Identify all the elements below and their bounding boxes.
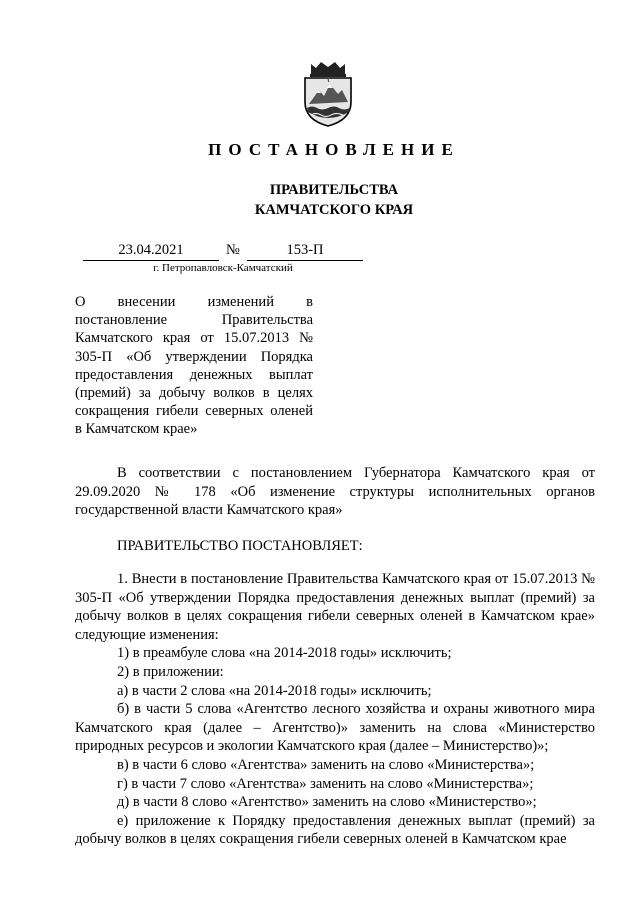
authority-line-2: КАМЧАТСКОГО КРАЯ bbox=[254, 202, 414, 218]
preamble bbox=[75, 464, 595, 520]
resolves-heading: ПРАВИТЕЛЬСТВО ПОСТАНОВЛЯЕТ: bbox=[117, 538, 363, 554]
document-date: 23.04.2021 bbox=[83, 242, 219, 261]
list-item: 2) в приложении: bbox=[117, 663, 224, 680]
coat-of-arms-icon bbox=[301, 60, 355, 128]
number-sign: № bbox=[226, 242, 240, 258]
list-item: а) в части 2 слова «на 2014-2018 годы» исключить; bbox=[117, 682, 432, 699]
list-item: 1) в преамбуле слова «на 2014-2018 годы» исключить; bbox=[117, 645, 452, 662]
list-item: д) в части 8 слово «Агентство» заменить на слово «Министерство»; bbox=[117, 794, 537, 811]
document-type-title: ПОСТАНОВЛЕНИЕ bbox=[208, 140, 460, 159]
document-subject: О внесении изменений в постановление Правительства Камчатского края от 15.07.2013 № 305-П «Об утверждении Порядка предоставления денежных выплат (премий) за добычу волков в целях сокращения гибели северных оленей в Камчатском крае» bbox=[75, 294, 313, 438]
city-of-issue: г. Петропавловск-Камчатский bbox=[153, 262, 293, 274]
list-item: б) в части 5 слова «Агентство лесного хозяйства и охраны животного мира Камчатского края (далее – Агентство)» заменить на слова «Министерство природных ресурсов и экологии Камчатского края (далее – Министерство)»; bbox=[75, 701, 595, 755]
authority-line-1: ПРАВИТЕЛЬСТВА bbox=[269, 182, 399, 198]
list-item: е) приложение к Порядку предоставления денежных выплат (премий) за добычу волков в целях сокращения гибели северных оленей в Камчатском крае bbox=[75, 812, 595, 848]
list-item: г) в части 7 слово «Агентства» заменить на слово «Министерства»; bbox=[117, 775, 534, 792]
list-item: в) в части 6 слово «Агентства» заменить на слово «Министерства»; bbox=[117, 756, 535, 773]
amendments-list bbox=[75, 570, 595, 849]
preamble-text: В соответствии с постановлением Губернатора Камчатского края от 29.09.2020 № 178 «Об изменение структуры исполнительных органов государственной власти Камчатского края» bbox=[75, 465, 595, 519]
issuing-authority bbox=[0, 180, 640, 220]
list-item: 1. Внести в постановление Правительства Камчатского края от 15.07.2013 № 305-П «Об утверждении Порядка предоставления денежных выплат (премий) за добычу волков в целях сокращения гибели северных оленей в Камчатском крае» следующие изменения: bbox=[75, 571, 595, 643]
document-number: 153-П bbox=[247, 242, 363, 261]
